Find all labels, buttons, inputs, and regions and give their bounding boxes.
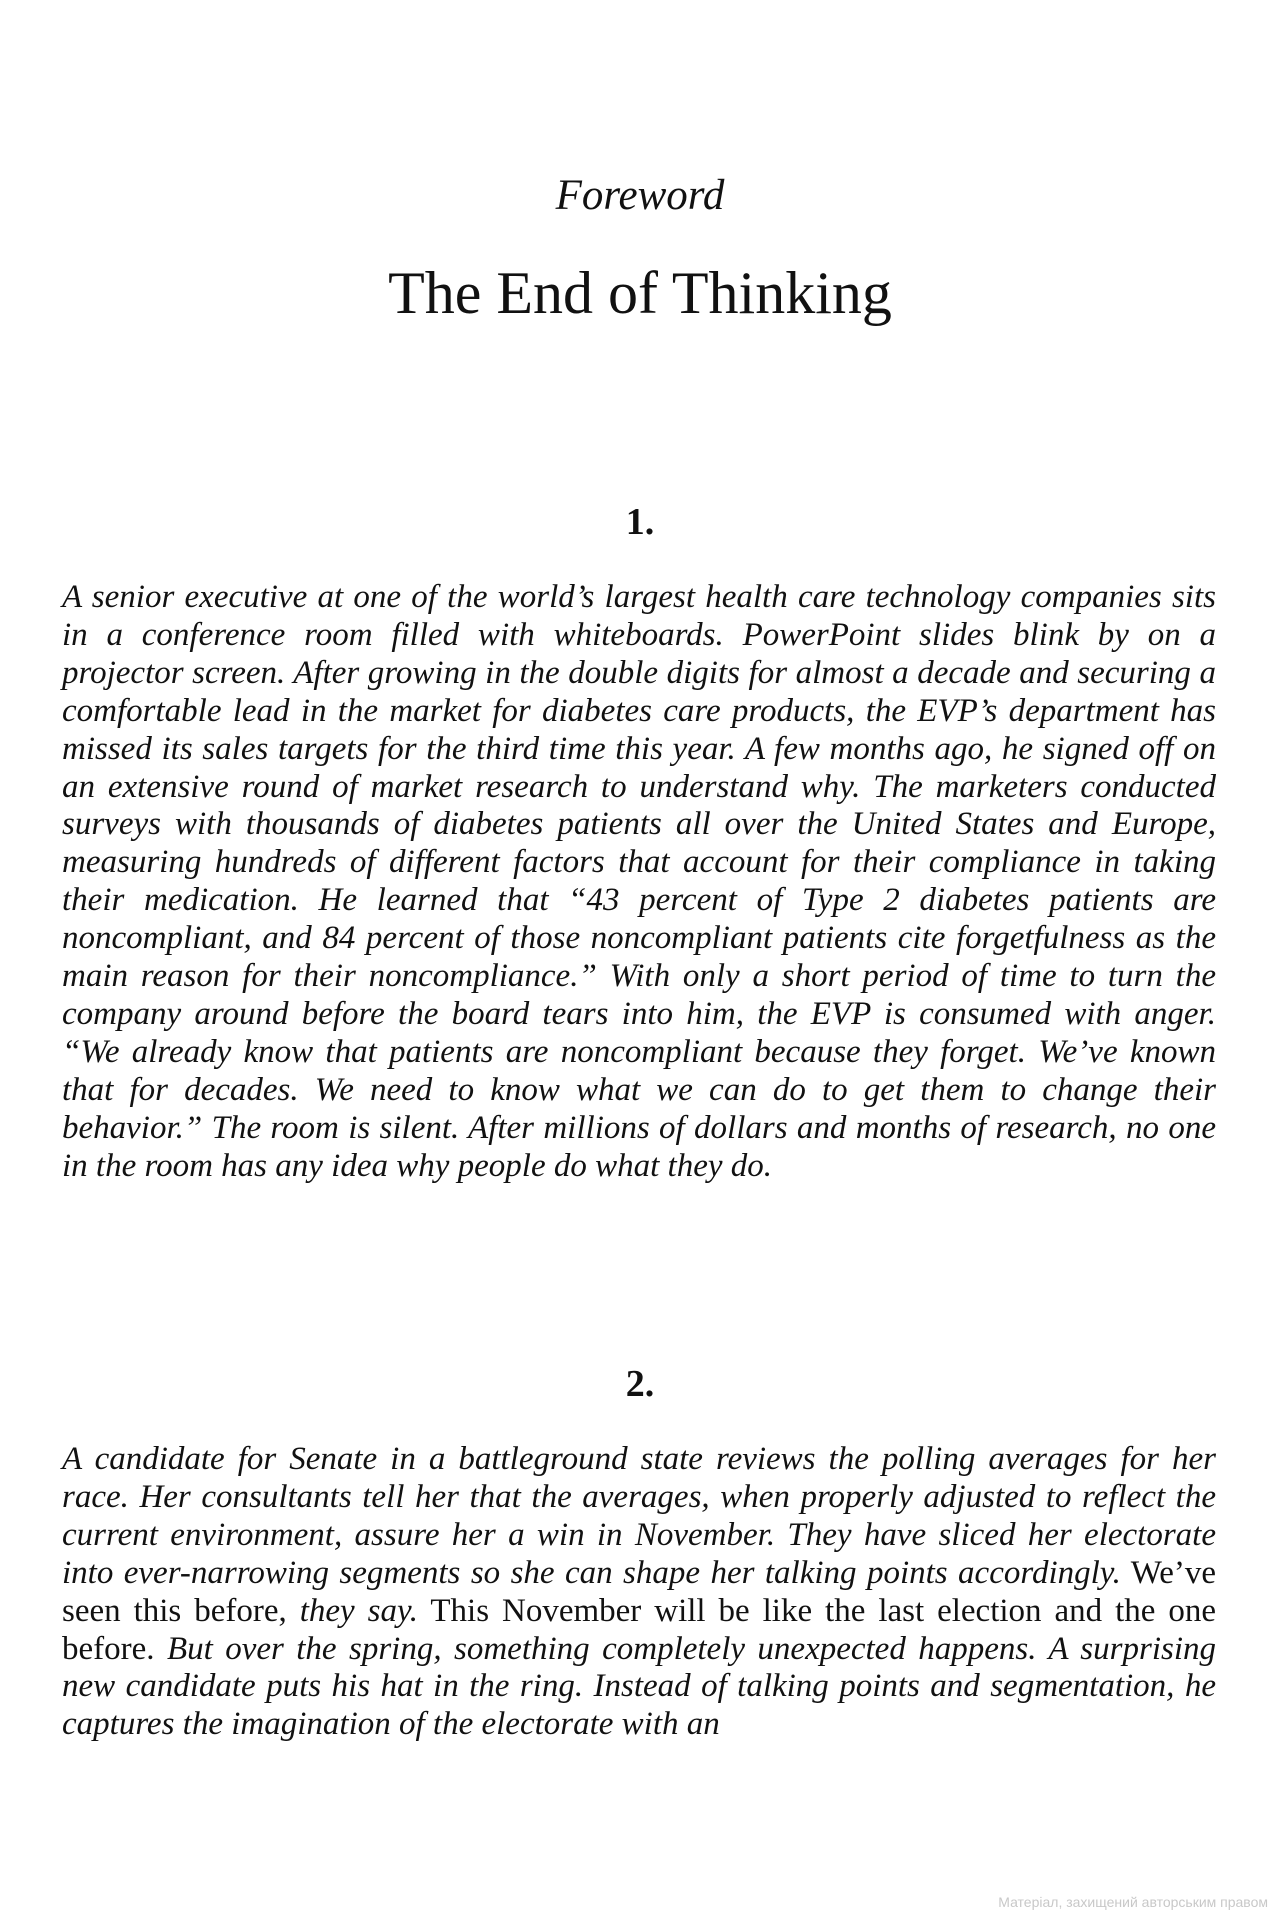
copyright-watermark: Матеріал, захищений авторським правом — [998, 1894, 1268, 1910]
section-paragraph — [62, 579, 1216, 1186]
chapter-title: The End of Thinking — [388, 260, 892, 326]
text-run-roman: We’ve seen this before, — [62, 1554, 1216, 1629]
text-run-italic: A senior executive at one of the world’s largest health care technology companies sits in a conference room filled with whiteboards. PowerPoint slides blink by on a projector screen. After growing in the double digits for almost a decade and securing a comfortable lead in the market for diabetes care products, the EVP’s department has missed its sales targets for the third time this year. A few months ago, he signed off on an extensive round of market research to understand why. The marketers conducted surveys with thousands of diabetes patients all over the United States and Europe, measuring hundreds of different factors that account for their compliance in taking their medication. He learned that “43 percent of Type 2 diabetes patients are noncompliant, and 84 percent of those noncompliant patients cite forgetfulness as the main reason for their noncompliance.” With only a short period of time to turn the company around before the board tears into him, the EVP is consumed with anger. “We already know that patients are noncompliant because they forget. We’ve known that for decades. We need to know what we can do to get them to change their behavior.” The room is silent. After millions of dollars and months of research, no one in the room has any idea why people do what they do. — [62, 579, 1216, 1184]
foreword-label: Foreword — [555, 172, 725, 219]
text-run-italic: But over the spring, something completely unexpected happens. A surprising new candidate puts his hat in the ring. Instead of talking points and segmentation, he captures the imagination of the electorate with an — [62, 1630, 1216, 1743]
text-run-italic: they say. — [299, 1592, 419, 1629]
text-run-italic: A candidate for Senate in a battleground state reviews the polling averages for her race. Her consultants tell her that the averages, when properly adjusted to reflect the current environment, assure her a win in November. They have sliced her electorate into ever-narrowing segments so she can shape her talking points accordingly. — [62, 1441, 1216, 1591]
section-paragraph — [62, 1441, 1216, 1744]
section-number: 1. — [625, 501, 655, 543]
section-number: 2. — [625, 1363, 655, 1405]
text-run-roman: This November will be like the last election and the one before. — [62, 1592, 1216, 1667]
